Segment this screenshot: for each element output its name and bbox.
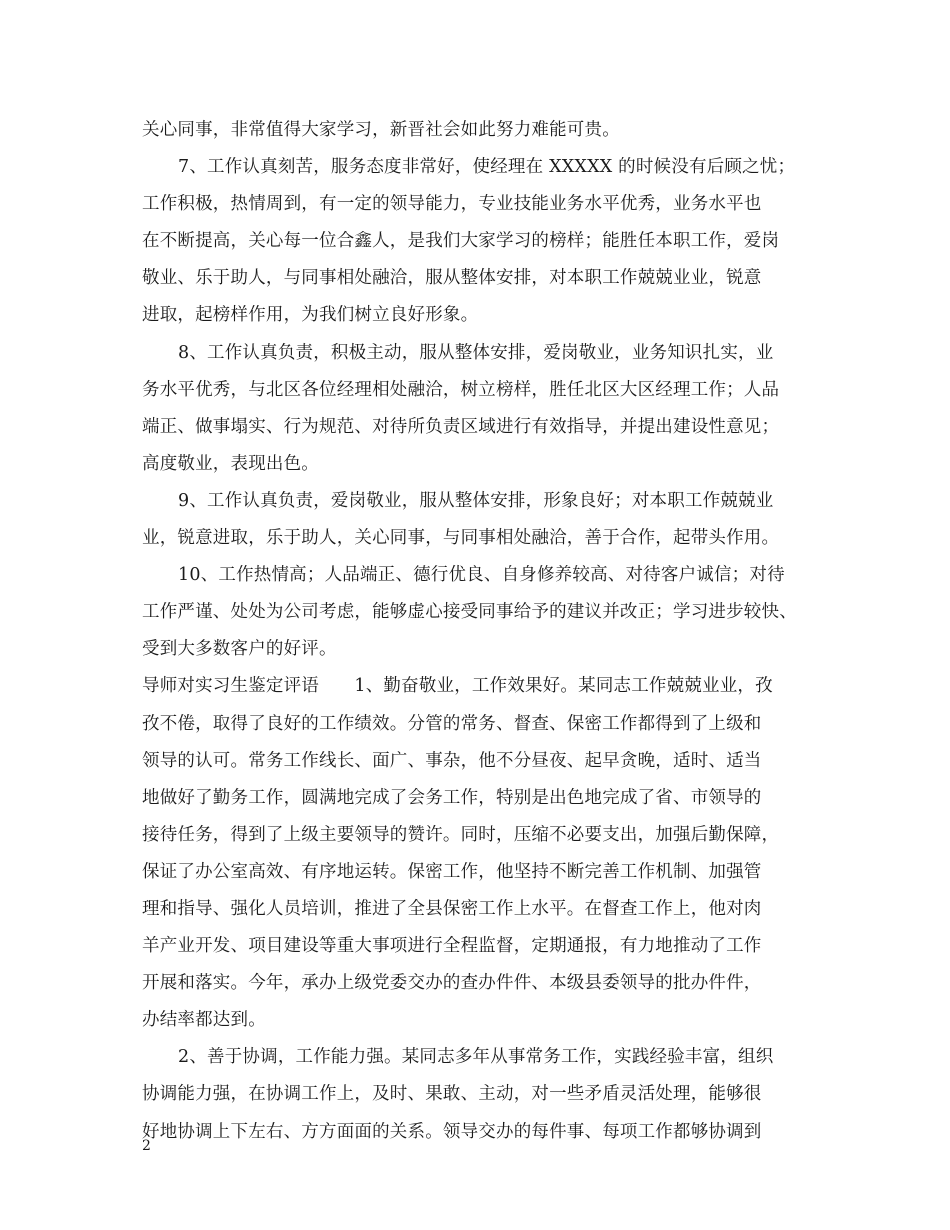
text-line: 工作严谨、处处为公司考虑，能够虚心接受同事给予的建议并改正；学习进步较快、 bbox=[142, 602, 797, 623]
text-line: 孜不倦，取得了良好的工作绩效。分管的常务、督查、保密工作都得到了上级和 bbox=[142, 713, 762, 734]
text-line: 开展和落实。今年，承办上级党委交办的查办件件、本级县委领导的批办件件， bbox=[142, 973, 762, 994]
text-line: 羊产业开发、项目建设等重大事项进行全程监督，定期通报，有力地推动了工作 bbox=[142, 936, 762, 957]
text-line: 9、工作认真负责，爱岗敬业，服从整体安排，形象良好；对本职工作兢兢业 bbox=[178, 490, 774, 511]
text-line: 办结率都达到。 bbox=[142, 1010, 266, 1031]
text-line: 工作积极，热情周到，有一定的领导能力，专业技能业务水平优秀，业务水平也 bbox=[142, 194, 762, 215]
text-line: 关心同事，非常值得大家学习，新晋社会如此努力难能可贵。 bbox=[142, 120, 620, 140]
text-line: 业，锐意进取，乐于助人，关心同事，与同事相处融洽，善于合作，起带头作用。 bbox=[142, 528, 780, 549]
text-line: 领导的认可。常务工作线长、面广、事杂，他不分昼夜、起早贪晚，适时、适当 bbox=[142, 750, 762, 771]
text-line: 导师对实习生鉴定评语 1、勤奋敬业，工作效果好。某同志工作兢兢业业，孜 bbox=[142, 676, 773, 697]
text-line: 敬业、乐于助人，与同事相处融洽，服从整体安排，对本职工作兢兢业业，锐意 bbox=[142, 268, 762, 289]
text-line: 在不断提高，关心每一位合鑫人，是我们大家学习的榜样；能胜任本职工作，爱岗 bbox=[142, 231, 780, 252]
text-line: 7、工作认真刻苦，服务态度非常好，使经理在 XXXXX 的时候没有后顾之忧； bbox=[178, 157, 796, 178]
text-line: 接待任务，得到了上级主要领导的赞许。同时，压缩不必要支出，加强后勤保障， bbox=[142, 824, 780, 845]
text-line: 10、工作热情高；人品端正、德行优良、自身修养较高、对待客户诚信；对待 bbox=[178, 565, 785, 586]
page-number: 2 bbox=[142, 1138, 151, 1154]
text-line: 协调能力强，在协调工作上，及时、果敢、主动，对一些矛盾灵活处理，能够很 bbox=[142, 1084, 762, 1105]
text-line: 务水平优秀，与北区各位经理相处融洽，树立榜样，胜任北区大区经理工作；人品 bbox=[142, 379, 780, 400]
text-line: 保证了办公室高效、有序地运转。保密工作，他坚持不断完善工作机制、加强管 bbox=[142, 861, 762, 882]
document-body bbox=[142, 112, 832, 1151]
text-line: 好地协调上下左右、方方面面的关系。领导交办的每件事、每项工作都够协调到 bbox=[142, 1121, 762, 1142]
text-line: 高度敬业，表现出色。 bbox=[142, 453, 319, 474]
text-line: 受到大多数客户的好评。 bbox=[142, 639, 337, 660]
text-line: 端正、做事塌实、行为规范、对待所负责区域进行有效指导，并提出建设性意见； bbox=[142, 416, 780, 437]
text-line: 理和指导、强化人员培训，推进了全县保密工作上水平。在督查工作上，他对肉 bbox=[142, 898, 762, 919]
text-line: 2、善于协调，工作能力强。某同志多年从事常务工作，实践经验丰富，组织 bbox=[178, 1047, 774, 1068]
text-line: 进取，起榜样作用，为我们树立良好形象。 bbox=[142, 305, 479, 326]
text-line: 8、工作认真负责，积极主动，服从整体安排，爱岗敬业，业务知识扎实，业 bbox=[178, 342, 774, 363]
text-line: 地做好了勤务工作，圆满地完成了会务工作，特别是出色地完成了省、市领导的 bbox=[142, 787, 762, 808]
